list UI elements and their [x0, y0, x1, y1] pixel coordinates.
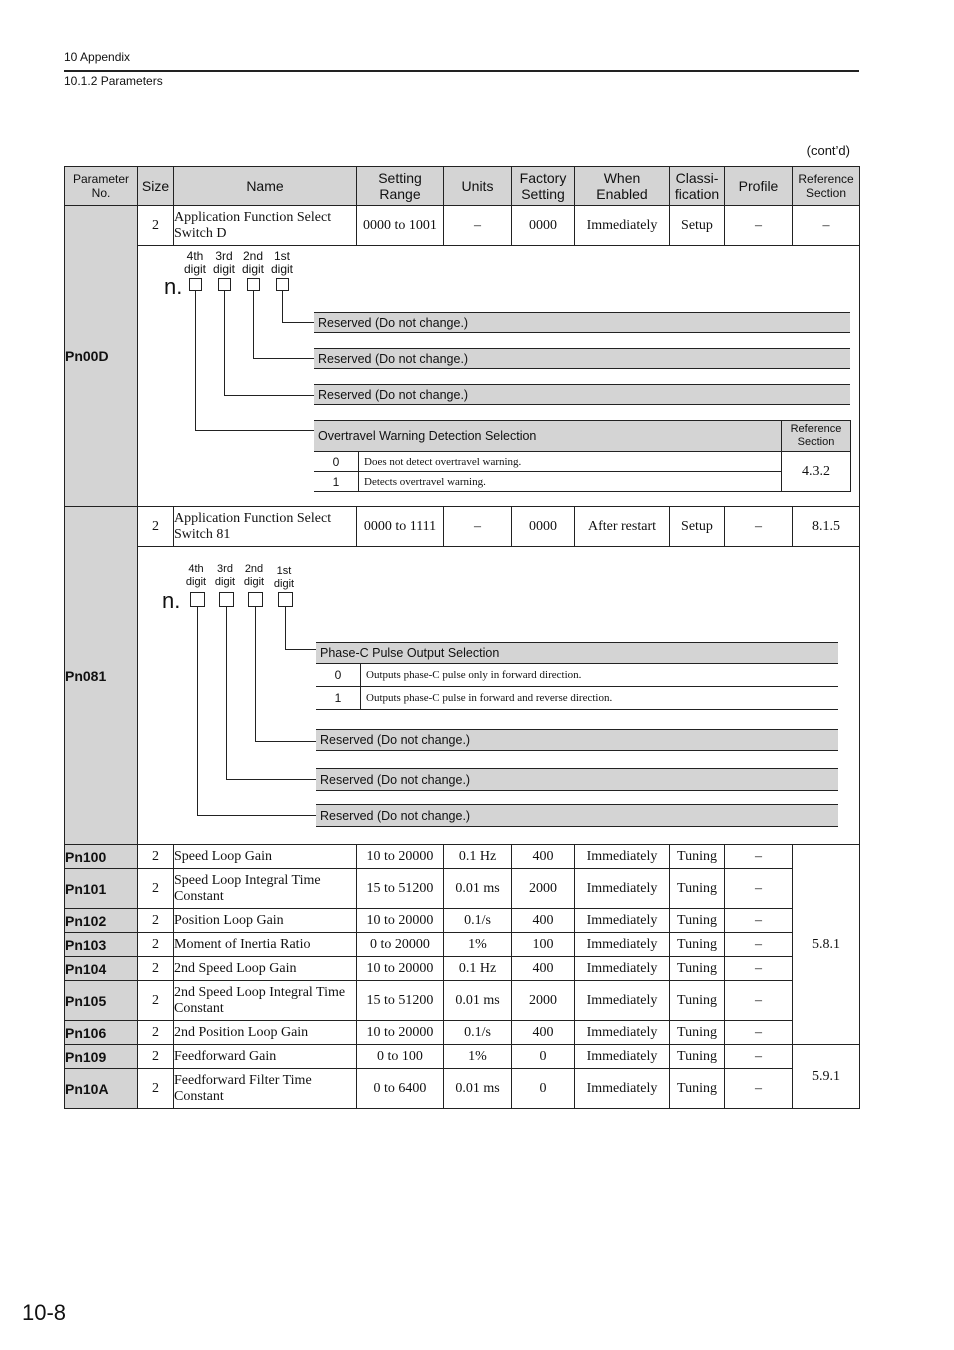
class-cell: Tuning: [670, 981, 725, 1021]
size-cell: 2: [138, 869, 174, 909]
col-units: Units: [444, 167, 512, 206]
diagram-row: [65, 246, 860, 507]
when-cell: Immediately: [575, 845, 670, 869]
factory-cell: 2000: [512, 981, 575, 1021]
col-reference-section: Reference Section: [793, 167, 860, 206]
factory-cell: 0000: [512, 507, 575, 547]
diagram-row: [65, 547, 860, 845]
col-name: Name: [174, 167, 357, 206]
digit-label: 3rd digit: [212, 249, 235, 276]
col-profile: Profile: [725, 167, 793, 206]
size-cell: 2: [138, 845, 174, 869]
param-no: Pn00D: [65, 206, 138, 507]
digit-box: [276, 278, 289, 291]
digit-label: 4th digit: [183, 249, 206, 276]
section-header: 10.1.2 Parameters: [64, 74, 163, 88]
param-no: Pn10A: [65, 1069, 138, 1109]
range-cell: 0000 to 1111: [357, 507, 444, 547]
option-row: 0 Does not detect overtravel warning.: [314, 452, 782, 472]
param-no: Pn102: [65, 909, 138, 933]
table-row: [65, 957, 860, 981]
reserved-bar: Reserved (Do not change.): [314, 312, 850, 333]
digit-box: [278, 592, 293, 607]
class-cell: Setup: [670, 206, 725, 246]
ref-value: 4.3.2: [781, 452, 851, 492]
size-cell: 2: [138, 1021, 174, 1045]
class-cell: Setup: [670, 507, 725, 547]
profile-cell: –: [725, 933, 793, 957]
range-cell: 10 to 20000: [357, 845, 444, 869]
when-cell: After restart: [575, 507, 670, 547]
table-row: [65, 206, 860, 246]
table-row: [65, 909, 860, 933]
profile-cell: –: [725, 869, 793, 909]
class-cell: Tuning: [670, 957, 725, 981]
class-cell: Tuning: [670, 1045, 725, 1069]
factory-cell: 2000: [512, 869, 575, 909]
range-cell: 0 to 100: [357, 1045, 444, 1069]
range-cell: 10 to 20000: [357, 1021, 444, 1045]
class-cell: Tuning: [670, 933, 725, 957]
param-no: Pn103: [65, 933, 138, 957]
factory-cell: 400: [512, 909, 575, 933]
size-cell: 2: [138, 981, 174, 1021]
units-cell: 1%: [444, 1045, 512, 1069]
name-cell: Application Function Select Switch 81: [174, 507, 357, 547]
reserved-bar: Reserved (Do not change.): [316, 768, 838, 791]
units-cell: –: [444, 507, 512, 547]
table-row: [65, 981, 860, 1021]
class-cell: Tuning: [670, 869, 725, 909]
option-row: 1 Outputs phase-C pulse in forward and reverse direction.: [316, 687, 838, 710]
units-cell: 0.1 Hz: [444, 845, 512, 869]
param-no: Pn100: [65, 845, 138, 869]
when-cell: Immediately: [575, 957, 670, 981]
when-cell: Immediately: [575, 909, 670, 933]
units-cell: –: [444, 206, 512, 246]
n-prefix: n.: [164, 274, 183, 299]
size-cell: 2: [138, 933, 174, 957]
option-row: 0 Outputs phase-C pulse only in forward direction.: [316, 664, 838, 687]
reserved-bar: Reserved (Do not change.): [316, 729, 838, 751]
name-cell: Speed Loop Integral Time Constant: [174, 869, 357, 909]
reserved-bar: Reserved (Do not change.): [314, 348, 850, 369]
table-row: [65, 869, 860, 909]
col-setting-range: Setting Range: [357, 167, 444, 206]
param-no: Pn106: [65, 1021, 138, 1045]
when-cell: Immediately: [575, 1069, 670, 1109]
factory-cell: 0: [512, 1045, 575, 1069]
when-cell: Immediately: [575, 981, 670, 1021]
digit-label: 2nd digit: [243, 563, 265, 588]
table-row: [65, 1069, 860, 1109]
header-rule: [64, 70, 859, 72]
class-cell: Tuning: [670, 909, 725, 933]
when-cell: Immediately: [575, 869, 670, 909]
units-cell: 0.01 ms: [444, 1069, 512, 1109]
name-cell: 2nd Speed Loop Gain: [174, 957, 357, 981]
range-cell: 15 to 51200: [357, 981, 444, 1021]
class-cell: Tuning: [670, 1069, 725, 1109]
digit-label: 1st digit: [270, 249, 293, 276]
name-cell: Moment of Inertia Ratio: [174, 933, 357, 957]
range-cell: 10 to 20000: [357, 909, 444, 933]
size-cell: 2: [138, 957, 174, 981]
profile-cell: –: [725, 981, 793, 1021]
selection-title: Phase-C Pulse Output Selection: [316, 642, 838, 664]
factory-cell: 400: [512, 845, 575, 869]
name-cell: 2nd Position Loop Gain: [174, 1021, 357, 1045]
size-cell: 2: [138, 507, 174, 547]
name-cell: Position Loop Gain: [174, 909, 357, 933]
profile-cell: –: [725, 957, 793, 981]
profile-cell: –: [725, 909, 793, 933]
option-row: 1 Detects overtravel warning.: [314, 472, 782, 492]
n-prefix: n.: [162, 588, 181, 613]
ref-cell: –: [793, 206, 860, 246]
profile-cell: –: [725, 1045, 793, 1069]
param-no: Pn081: [65, 507, 138, 845]
when-cell: Immediately: [575, 1045, 670, 1069]
table-row: [65, 1045, 860, 1069]
pn00d-diagram: [138, 246, 860, 507]
digit-label: 3rd digit: [214, 563, 236, 588]
digit-box: [189, 278, 202, 291]
digit-box: [190, 592, 205, 607]
selection-title: Overtravel Warning Detection Selection: [314, 420, 782, 452]
param-no: Pn101: [65, 869, 138, 909]
param-no: Pn104: [65, 957, 138, 981]
range-cell: 10 to 20000: [357, 957, 444, 981]
units-cell: 0.1/s: [444, 1021, 512, 1045]
col-parameter-no: Parameter No.: [65, 167, 138, 206]
continued-label: (cont’d): [806, 143, 850, 158]
pn081-diagram: [138, 547, 860, 845]
ref-cell: 5.8.1: [793, 845, 860, 1045]
class-cell: Tuning: [670, 1021, 725, 1045]
col-size: Size: [138, 167, 174, 206]
range-cell: 15 to 51200: [357, 869, 444, 909]
table-header-row: [65, 167, 860, 206]
range-cell: 0 to 6400: [357, 1069, 444, 1109]
page-number: 10-8: [22, 1300, 67, 1325]
name-cell: Application Function Select Switch D: [174, 206, 357, 246]
table-row: [65, 845, 860, 869]
ref-cell: 8.1.5: [793, 507, 860, 547]
table-row: [65, 1021, 860, 1045]
size-cell: 2: [138, 909, 174, 933]
class-cell: Tuning: [670, 845, 725, 869]
units-cell: 1%: [444, 933, 512, 957]
range-cell: 0000 to 1001: [357, 206, 444, 246]
profile-cell: –: [725, 1069, 793, 1109]
profile-cell: –: [725, 507, 793, 547]
units-cell: 0.1/s: [444, 909, 512, 933]
name-cell: Feedforward Filter Time Constant: [174, 1069, 357, 1109]
ref-cell: 5.9.1: [793, 1045, 860, 1109]
size-cell: 2: [138, 1069, 174, 1109]
factory-cell: 0: [512, 1069, 575, 1109]
size-cell: 2: [138, 1045, 174, 1069]
table-row: [65, 933, 860, 957]
digit-label: 1st digit: [273, 565, 295, 590]
digit-box: [218, 278, 231, 291]
factory-cell: 0000: [512, 206, 575, 246]
digit-box: [248, 592, 263, 607]
reserved-bar: Reserved (Do not change.): [314, 384, 850, 405]
name-cell: Feedforward Gain: [174, 1045, 357, 1069]
parameter-table: [64, 166, 860, 1109]
factory-cell: 100: [512, 933, 575, 957]
range-cell: 0 to 20000: [357, 933, 444, 957]
reserved-bar: Reserved (Do not change.): [316, 804, 838, 827]
factory-cell: 400: [512, 957, 575, 981]
digit-label: 2nd digit: [241, 249, 264, 276]
digit-label: 4th digit: [185, 563, 207, 588]
size-cell: 2: [138, 206, 174, 246]
profile-cell: –: [725, 1021, 793, 1045]
factory-cell: 400: [512, 1021, 575, 1045]
ref-head: Reference Section: [781, 420, 851, 452]
param-no: Pn105: [65, 981, 138, 1021]
profile-cell: –: [725, 206, 793, 246]
name-cell: 2nd Speed Loop Integral Time Constant: [174, 981, 357, 1021]
profile-cell: –: [725, 845, 793, 869]
col-when-enabled: When Enabled: [575, 167, 670, 206]
col-classification: Classi- fication: [670, 167, 725, 206]
col-factory-setting: Factory Setting: [512, 167, 575, 206]
chapter-header: 10 Appendix: [64, 50, 131, 64]
table-row: [65, 507, 860, 547]
param-no: Pn109: [65, 1045, 138, 1069]
when-cell: Immediately: [575, 933, 670, 957]
name-cell: Speed Loop Gain: [174, 845, 357, 869]
digit-box: [247, 278, 260, 291]
units-cell: 0.1 Hz: [444, 957, 512, 981]
units-cell: 0.01 ms: [444, 869, 512, 909]
when-cell: Immediately: [575, 206, 670, 246]
units-cell: 0.01 ms: [444, 981, 512, 1021]
digit-box: [219, 592, 234, 607]
when-cell: Immediately: [575, 1021, 670, 1045]
